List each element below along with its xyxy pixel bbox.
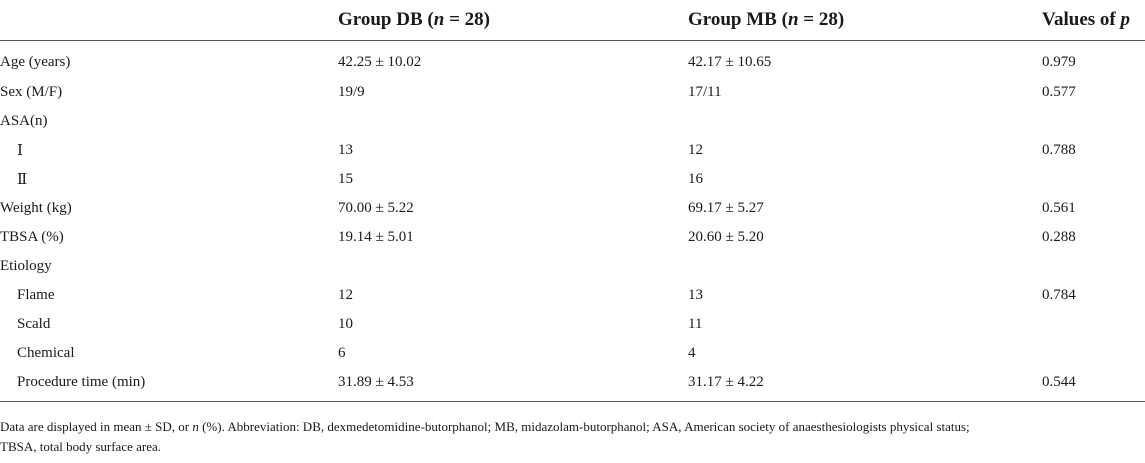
cell-p: 0.544 (1042, 368, 1145, 402)
cell-db: 10 (338, 316, 353, 332)
footnote-line-2: TBSA, total body surface area. (0, 439, 162, 454)
table-row (0, 339, 1145, 368)
cell-mb: 4 (688, 345, 696, 361)
cell-p: 0.788 (1042, 142, 1076, 158)
cell-p: 0.577 (1042, 84, 1076, 100)
cell-db (338, 252, 688, 281)
footnote-line-1: Data are displayed in mean ± SD, or n (%). Abbreviation: DB, dexmedetomidine-butorphanol; MB, midazolam-butorphanol; ASA, American society of anaesthesiologists physical status; (0, 419, 970, 434)
table-row (0, 223, 1145, 252)
cell-p: 0.784 (1042, 287, 1076, 303)
cell-db: 19.14 ± 5.01 (338, 229, 414, 245)
table-row (0, 78, 1145, 107)
header-group-db: Group DB (n = 28) (338, 0, 688, 41)
cell-mb: 13 (688, 287, 703, 303)
header-group-mb: Group MB (n = 28) (688, 0, 1042, 41)
cell-db: 13 (338, 142, 353, 158)
cell-p (1042, 310, 1145, 339)
cell-p: 0.288 (1042, 229, 1076, 245)
cell-db: 42.25 ± 10.02 (338, 54, 422, 70)
header-p-value: Values of p (1042, 0, 1145, 41)
cell-p: 0.561 (1042, 200, 1076, 216)
row-label: TBSA (%) (0, 229, 64, 245)
table-row (0, 194, 1145, 223)
table-row (0, 281, 1145, 310)
table-body (0, 41, 1145, 402)
header-row (0, 0, 1145, 41)
row-label: Age (years) (0, 54, 71, 70)
header-variable (0, 0, 338, 41)
cell-mb: 12 (688, 142, 703, 158)
row-label: Ⅱ (17, 172, 28, 188)
cell-p (1042, 339, 1145, 368)
cell-mb: 11 (688, 316, 703, 332)
table-header (0, 0, 1145, 41)
cell-mb: 16 (688, 171, 703, 187)
table-row (0, 41, 1145, 79)
cell-mb: 31.17 ± 4.22 (688, 368, 1042, 402)
table-footnote (0, 417, 1140, 457)
cell-db (338, 107, 688, 136)
table-row (0, 165, 1145, 194)
cell-mb (688, 107, 1042, 136)
row-label: Etiology (0, 258, 52, 274)
row-label: ASA(n) (0, 113, 48, 129)
cell-p (1042, 252, 1145, 281)
cell-p (1042, 107, 1145, 136)
cell-p (1042, 165, 1145, 194)
row-label: Ⅰ (17, 143, 23, 159)
cell-mb: 42.17 ± 10.65 (688, 54, 772, 70)
table-row (0, 310, 1145, 339)
row-label: Sex (M/F) (0, 84, 63, 100)
table-row (0, 136, 1145, 165)
cell-db: 19/9 (338, 84, 365, 100)
cell-mb: 17/11 (688, 84, 722, 100)
cell-mb (688, 252, 1042, 281)
cell-mb: 69.17 ± 5.27 (688, 200, 764, 216)
cell-mb: 20.60 ± 5.20 (688, 229, 764, 245)
cell-db: 15 (338, 171, 353, 187)
cell-db: 70.00 ± 5.22 (338, 200, 414, 216)
row-label: Scald (17, 316, 51, 332)
cell-db: 12 (338, 287, 353, 303)
row-label: Procedure time (min) (0, 368, 338, 402)
cell-p: 0.979 (1042, 54, 1076, 70)
table-row (0, 252, 1145, 281)
table-row (0, 368, 1145, 402)
row-label: Chemical (17, 345, 75, 361)
cell-db: 31.89 ± 4.53 (338, 368, 688, 402)
row-label: Flame (17, 287, 55, 303)
table-row (0, 107, 1145, 136)
cell-db: 6 (338, 345, 346, 361)
row-label: Weight (kg) (0, 200, 72, 216)
